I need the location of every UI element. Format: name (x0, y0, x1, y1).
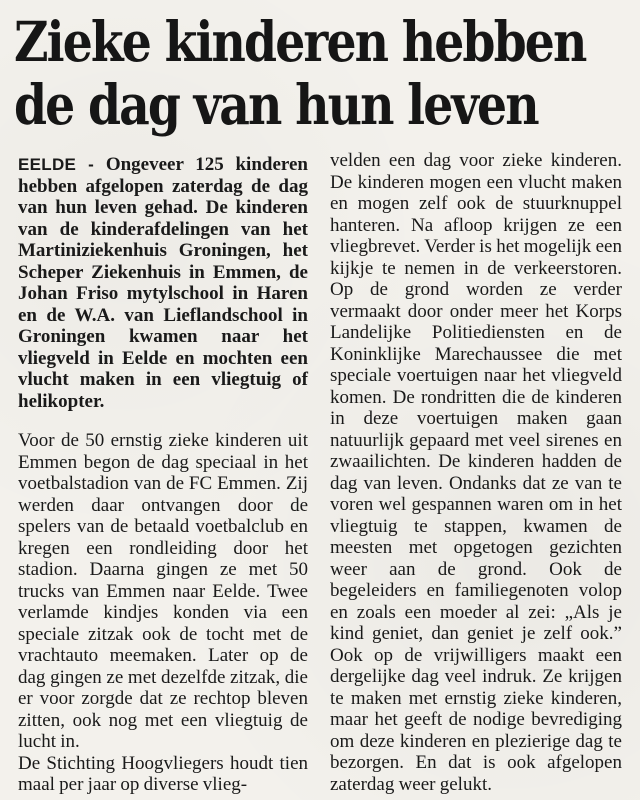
article-lead (18, 154, 308, 412)
article-paragraph-1: Voor de 50 ernstig zieke kinderen uit Emmen begon de dag speciaal in het voetbalstadion van de FC Emmen. Zij werden daar ontvangen door de spelers van de betaald voetbalclub en kregen een rondleiding door het stadion. Daarna gingen ze met 50 trucks van Emmen naar Eelde. Twee verlamde kindjes konden via een speciale zitzak ook de tocht met de vrachtauto meemaken. Later op de dag gingen ze met dezelfde zitzak, die er voor zorgde dat ze rechtop bleven zitten, ook nog met een vliegtuig de lucht in. (18, 430, 308, 752)
article-paragraph-2-continued: velden een dag voor zieke kinderen. De kinderen mogen een vlucht maken en mogen zelf ook de stuurknuppel hanteren. Na afloop krijgen ze een vliegbrevet. Verder is het mogelijk een kijkje te nemen in de verkeerstoren. Op de grond worden ze verder vermaakt door onder meer het Korps Landelijke Politiediensten en de Koninklijke Marechaussee die met speciale voertuigen naar het vliegveld komen. De rondritten die de kinderen in deze voertuigen maken gaan natuurlijk gepaard met veel sirenes en zwaailichten. De kinderen hadden de dag van leven. Ondanks dat ze van te voren wel gespannen waren om in het vliegtuig te stappen, kwamen de meesten met opgetogen gezichten weer aan de grond. Ook de begeleiders en familiegenoten volop en zoals een moeder al zei: „Als je kind geniet, dan geniet je zelf ook.” Ook op de vrijwilligers maakt een dergelijke dag veel indruk. Ze krijgen te maken met ernstig zieke kinderen, maar het geeft de nodige bevrediging om deze kinderen en plezierige dag te bezorgen. En dat is ook afgelopen zaterdag weer gelukt. (330, 150, 622, 795)
article-dateline: EELDE - (18, 155, 95, 174)
headline-line-1: Zieke kinderen hebben (14, 9, 586, 74)
lead-text: Ongeveer 125 kinderen hebben afgelopen zaterdag de dag van hun leven gehad. De kinderen van de kinderafdelingen van het Martiniziekenhuis Groningen, het Scheper Ziekenhuis in Emmen, de Johan Friso mytylschool in Haren en de W.A. van Lieflandschool in Groningen kwamen naar het vliegveld in Eelde en mochten een vlucht maken in een vliegtuig of helikopter. (18, 154, 308, 412)
article-column-left (18, 154, 308, 796)
article-column-right (330, 150, 622, 795)
article-paragraph-2-start: De Stichting Hoogvliegers houdt tien maal per jaar op diverse vlieg- (18, 752, 308, 795)
article-headline (14, 9, 586, 137)
headline-line-2: de dag van hun leven (14, 72, 538, 137)
